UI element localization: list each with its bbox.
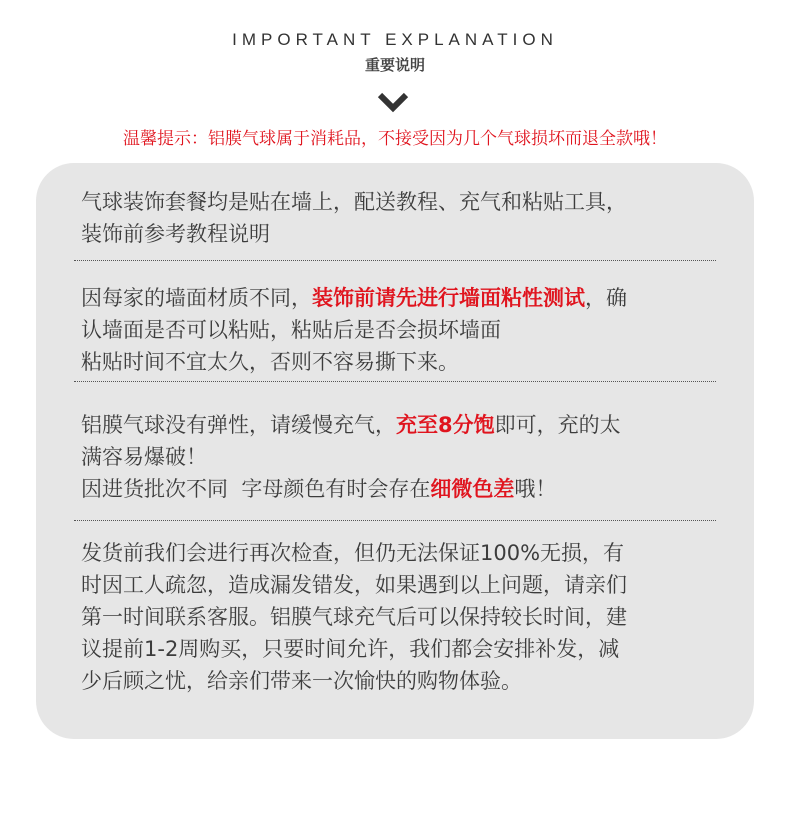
section-line: 认墙面是否可以粘贴，粘贴后是否会损坏墙面 [81,318,501,342]
header-title-en: IMPORTANT EXPLANATION [232,30,558,49]
section-line: 议提前1-2周购买，只要时间允许，我们都会安排补发，减 [81,637,620,661]
section-decoration-info [81,186,721,250]
header-title-cn: 重要说明 [364,56,425,74]
highlight-text: 装饰前请先进行墙面粘性测试 [312,286,585,310]
section-line: 气球装饰套餐均是贴在墙上，配送教程、充气和粘贴工具， [81,190,627,214]
highlight-text: 充至8分饱 [396,413,495,437]
section-line: 少后顾之忧，给亲们带来一次愉快的购物体验。 [81,669,522,693]
section-line: 时因工人疏忽，造成漏发错发，如果遇到以上问题，请亲们 [81,573,627,597]
section-line: 满容易爆破！ [81,445,207,469]
text-segment: 即可，充的太 [494,413,621,437]
chevron-down-icon [377,92,409,114]
text-segment: 哦！ [514,477,557,501]
section-inflation [81,409,721,505]
text-segment: 因进货批次不同 字母颜色有时会存在 [81,477,431,501]
text-segment: 铝膜气球没有弹性，请缓慢充气， [81,413,396,437]
divider [74,520,716,521]
text-segment: ，确 [585,286,627,310]
text-segment: 因每家的墙面材质不同， [81,286,312,310]
section-line: 装饰前参考教程说明 [81,222,270,246]
section-line [81,409,721,441]
notice-text: 温馨提示：铝膜气球属于消耗品，不接受因为几个气球损坏而退全款哦！ [123,129,667,149]
section-line [81,473,721,505]
section-shipping [81,537,721,697]
section-line [81,282,721,314]
section-wall-test [81,282,721,378]
section-line: 粘贴时间不宜太久，否则不容易撕下来。 [81,350,459,374]
highlight-text: 细微色差 [430,477,515,501]
divider [74,381,716,382]
section-line: 发货前我们会进行再次检查，但仍无法保证100%无损，有 [81,541,625,565]
divider [74,260,716,261]
section-line: 第一时间联系客服。铝膜气球充气后可以保持较长时间，建 [81,605,627,629]
